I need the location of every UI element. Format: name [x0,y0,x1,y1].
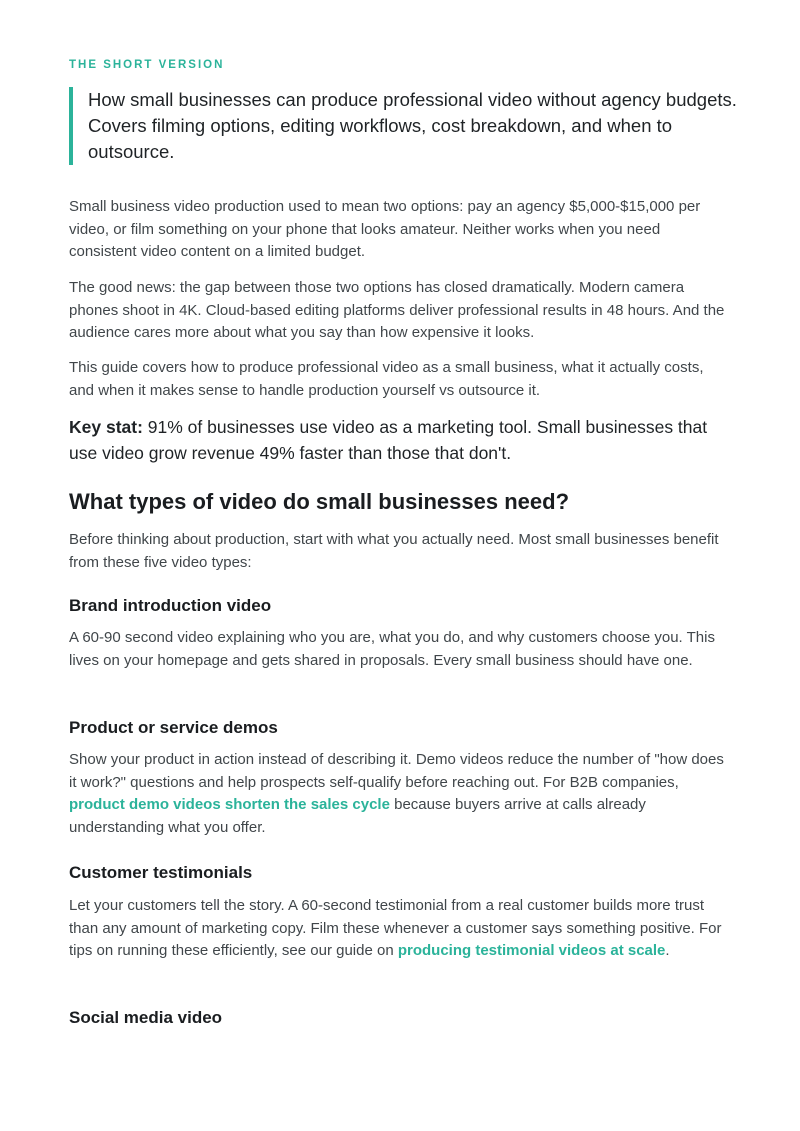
key-stat [69,414,731,466]
intro-paragraph-1: Small business video production used to mean two options: pay an agency $5,000-$15,000 per video, or film something on your phone that looks amateur. Neither works when you need consistent video content on a limited budget. [69,198,701,261]
testimonials-text: Let your customers tell the story. A 60-second testimonial from a real customer builds more trust than any amount of marketing copy. Film these whenever a customer says something positive. For tips on running these efficiently, see our guide on [69,897,722,960]
eyebrow-label: THE SHORT VERSION [69,59,225,71]
demos-heading: Product or service demos [69,718,278,737]
demos-paragraph [69,749,731,840]
demo-videos-link[interactable]: product demo videos shorten the sales cycle [69,796,390,814]
summary-callout: How small businesses can produce professional video without agency budgets. Covers filming options, editing workflows, cost breakdown, and when to outsource. [69,87,750,165]
section-heading: What types of video do small businesses need? [69,489,570,514]
intro-paragraph-3: This guide covers how to produce professional video as a small business, what it actually costs, and when it makes sense to handle production yourself vs outsource it. [69,359,704,399]
demos-text-end: because buyers arrive at calls already understanding what you offer. [69,796,646,837]
intro-paragraph-2: The good news: the gap between those two options has closed dramatically. Modern camera phones shoot in 4K. Cloud-based editing platforms deliver professional results in 48 hours. And the audience cares more about what you say than how expensive it looks. [69,279,725,342]
key-stat-label: Key stat: [69,417,143,437]
brand-heading: Brand introduction video [69,596,272,615]
brand-paragraph: A 60-90 second video explaining who you are, what you do, and why customers choose you. This lives on your homepage and gets shared in proposals. Every small business should have one. [69,629,715,669]
testimonials-paragraph [69,895,731,963]
section-intro: Before thinking about production, start with what you actually need. Most small businesses benefit from these five video types: [69,531,719,571]
social-heading: Social media video [69,1008,223,1027]
demos-text: Show your product in action instead of describing it. Demo videos reduce the number of "how does it work?" questions and help prospects self-qualify before reaching out. For B2B companies, [69,751,724,791]
testimonials-text-end: . [665,942,670,960]
testimonial-videos-link[interactable]: producing testimonial videos at scale [397,942,666,960]
key-stat-text: 91% of businesses use video as a marketing tool. Small businesses that use video grow revenue 49% faster than those that don't. [69,417,708,463]
testimonials-heading: Customer testimonials [69,863,253,882]
